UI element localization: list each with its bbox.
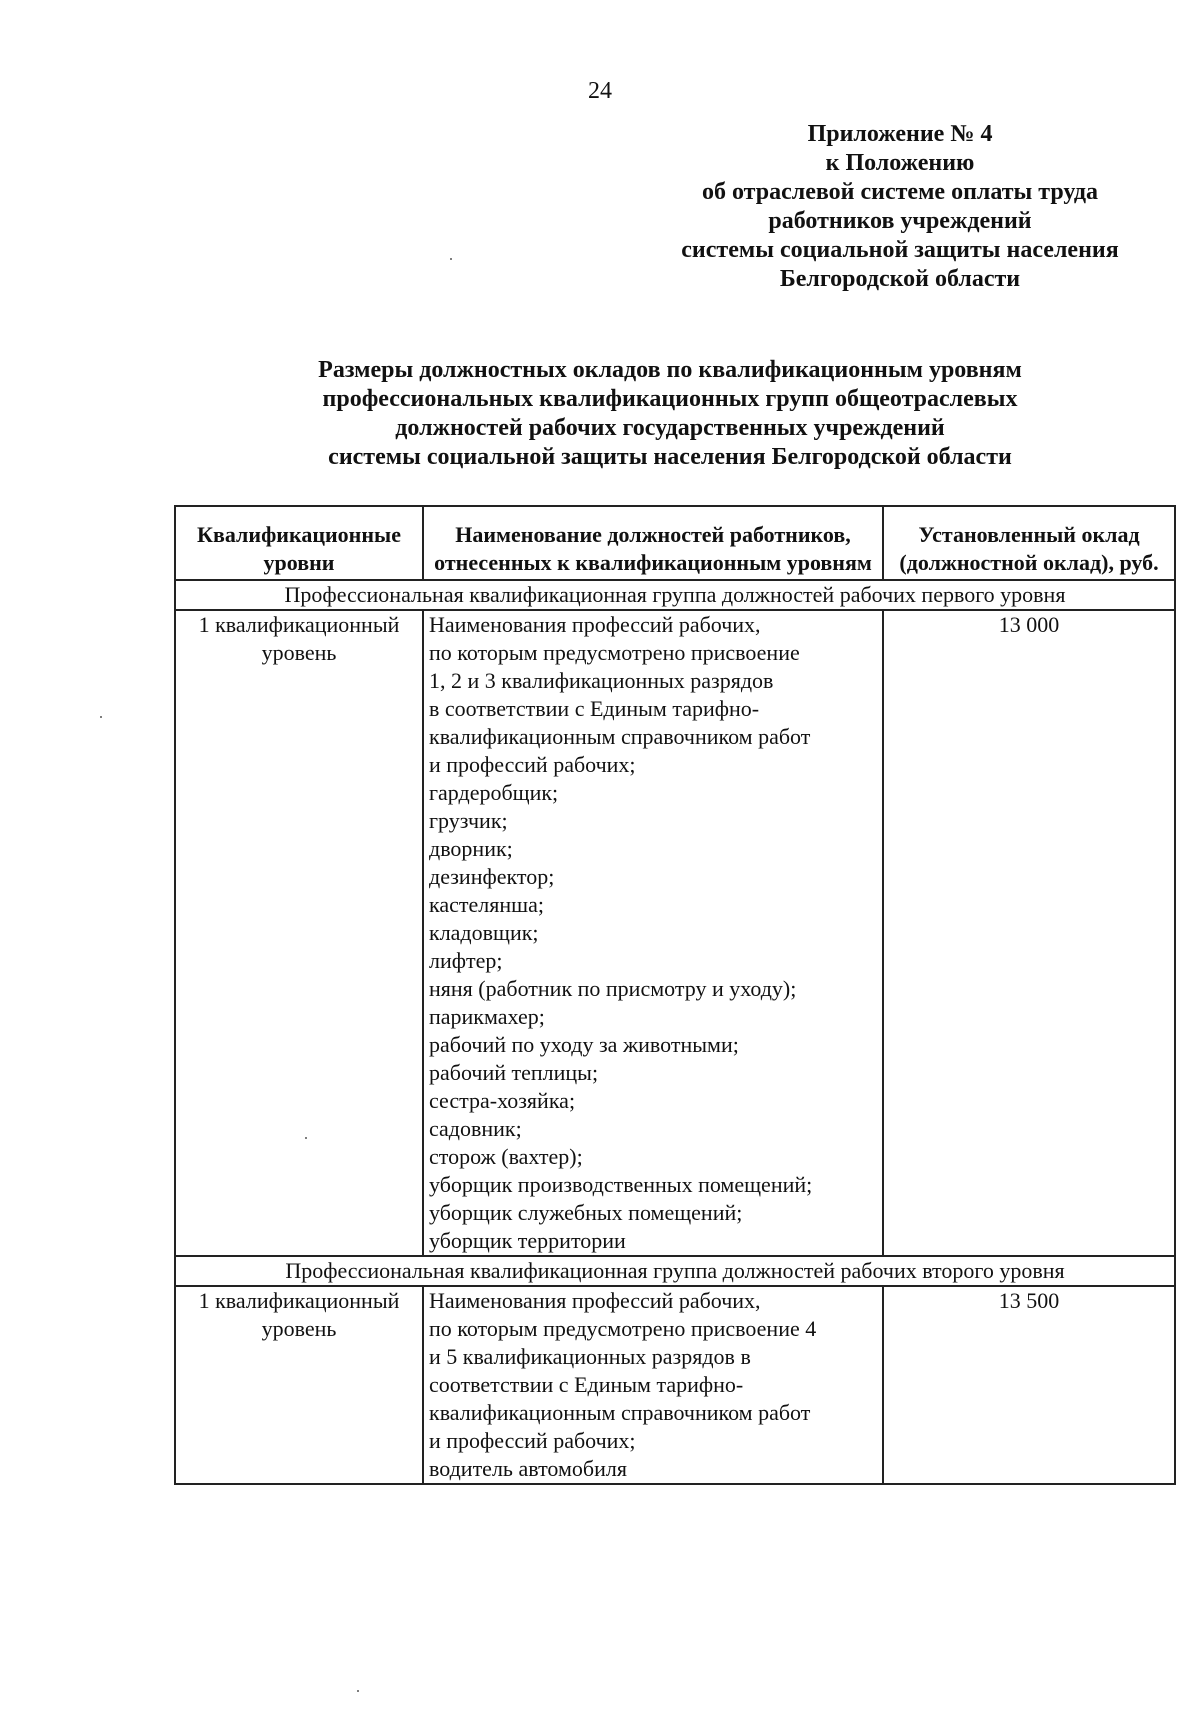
group-row (175, 1256, 1175, 1286)
page-number: 24 (588, 78, 612, 104)
qualification-level: 1 квалификационный уровень (175, 1286, 423, 1484)
scan-speck (305, 1137, 307, 1139)
position-item: и профессий рабочих; (429, 752, 636, 777)
header-position-names: Наименование должностей работников, отнесенных к квалификационным уровням (423, 506, 883, 580)
position-item: сторож (вахтер); (429, 1144, 583, 1169)
position-item: по которым предусмотрено присвоение 4 (429, 1316, 817, 1341)
title-line: должностей рабочих государственных учреждений (395, 415, 945, 441)
position-item: квалификационным справочником работ (429, 724, 811, 749)
position-item: садовник; (429, 1116, 522, 1141)
qualification-level: 1 квалификационный уровень (175, 610, 423, 1256)
position-item: сестра-хозяйка; (429, 1088, 576, 1113)
appendix-line: Белгородской области (779, 266, 1021, 292)
position-item: и 5 квалификационных разрядов в (429, 1344, 751, 1369)
scan-speck (357, 1690, 359, 1692)
position-item: в соответствии с Единым тарифно- (429, 696, 760, 721)
salary-value: 13 500 (883, 1286, 1175, 1484)
position-item: кастелянша; (429, 892, 544, 917)
position-item: Наименования профессий рабочих, (429, 612, 761, 637)
position-item: соответствии с Единым тарифно- (429, 1372, 744, 1397)
position-item: гардеробщик; (429, 780, 559, 805)
table-header-row (175, 506, 1175, 580)
position-list (423, 1286, 883, 1484)
appendix-line: об отраслевой системе оплаты труда (701, 179, 1099, 205)
position-item: рабочий теплицы; (429, 1060, 599, 1085)
position-item: уборщик территории (429, 1228, 626, 1253)
salary-table (174, 505, 1176, 1485)
position-item: Наименования профессий рабочих, (429, 1288, 761, 1313)
title-line: профессиональных квалификационных групп общеотраслевых (322, 386, 1018, 412)
appendix-header (600, 120, 1200, 294)
appendix-line: к Положению (825, 150, 975, 176)
position-item: дворник; (429, 836, 513, 861)
position-item: водитель автомобиля (429, 1456, 627, 1481)
group-title: Профессиональная квалификационная группа должностей рабочих первого уровня (175, 580, 1175, 610)
position-item: уборщик производственных помещений; (429, 1172, 813, 1197)
group-title: Профессиональная квалификационная группа должностей рабочих второго уровня (175, 1256, 1175, 1286)
table-row (175, 1286, 1175, 1484)
salary-value: 13 000 (883, 610, 1175, 1256)
scan-speck (450, 258, 452, 260)
position-item: и профессий рабочих; (429, 1428, 636, 1453)
header-qualification-levels: Квалификационные уровни (175, 506, 423, 580)
position-list (423, 610, 883, 1256)
appendix-line: работников учреждений (768, 208, 1032, 234)
position-item: грузчик; (429, 808, 508, 833)
position-item: дезинфектор; (429, 864, 555, 889)
title-line: системы социальной защиты населения Белгородской области (328, 444, 1012, 470)
position-item: кладовщик; (429, 920, 539, 945)
position-item: няня (работник по присмотру и уходу); (429, 976, 797, 1001)
appendix-line: Приложение № 4 (807, 121, 993, 147)
appendix-line: системы социальной защиты населения (681, 237, 1119, 263)
position-item: 1, 2 и 3 квалификационных разрядов (429, 668, 774, 693)
position-item: рабочий по уходу за животными; (429, 1032, 739, 1057)
position-item: парикмахер; (429, 1004, 545, 1029)
document-title (170, 356, 1170, 472)
scan-speck (100, 716, 102, 718)
group-row (175, 580, 1175, 610)
title-line: Размеры должностных окладов по квалификационным уровням (318, 357, 1022, 383)
position-item: по которым предусмотрено присвоение (429, 640, 800, 665)
position-item: лифтер; (429, 948, 503, 973)
header-salary: Установленный оклад (должностной оклад), руб. (883, 506, 1175, 580)
position-item: квалификационным справочником работ (429, 1400, 811, 1425)
position-item: уборщик служебных помещений; (429, 1200, 743, 1225)
table-row (175, 610, 1175, 1256)
